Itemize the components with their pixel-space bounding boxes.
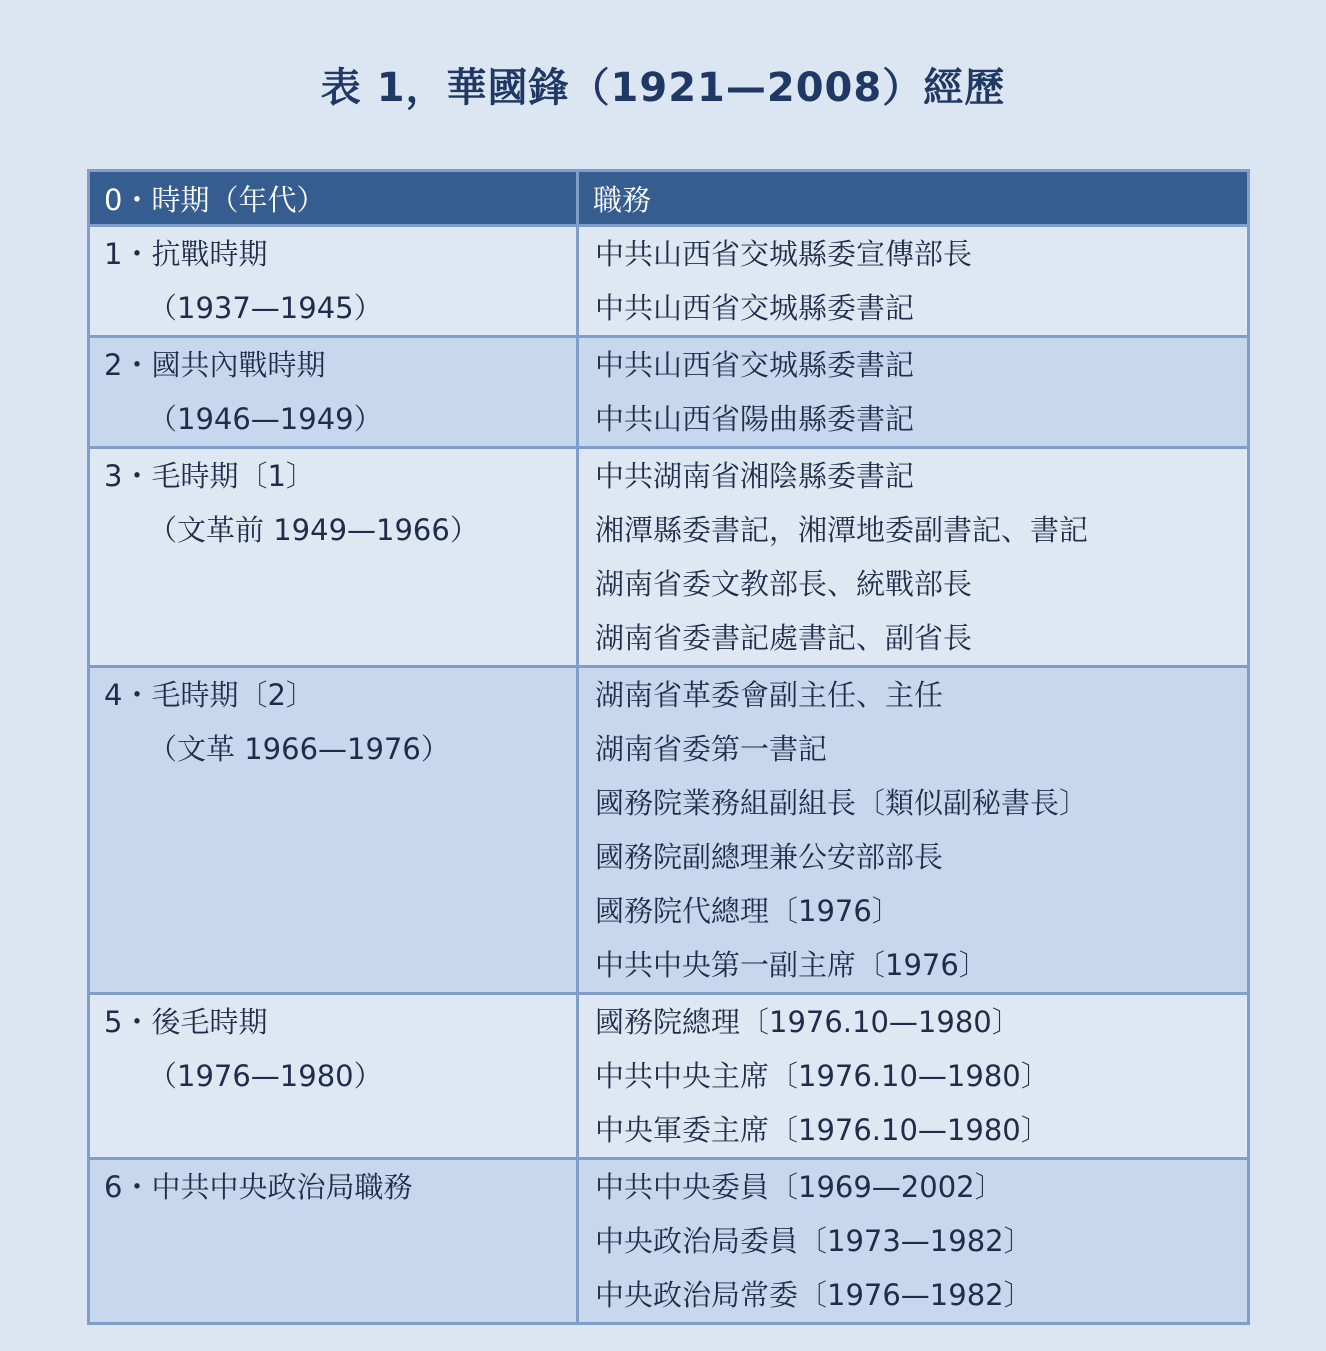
period-name: 6・中共中央政治局職務 xyxy=(104,1170,413,1204)
duty-item: 中共山西省交城縣委宣傳部長 xyxy=(595,237,973,271)
table-row xyxy=(89,1159,1249,1324)
period-years: （文革 1966—1976） xyxy=(148,732,450,766)
period-years: （文革前 1949—1966） xyxy=(148,513,479,547)
period-name: 3・毛時期〔1〕 xyxy=(104,459,315,493)
period-name: 1・抗戰時期 xyxy=(104,237,268,271)
period-years: （1976—1980） xyxy=(148,1059,383,1093)
duty-item: 中共山西省交城縣委書記 xyxy=(595,291,915,325)
period-name: 5・後毛時期 xyxy=(104,1005,268,1039)
period-cell xyxy=(89,337,578,448)
duty-item: 中共山西省交城縣委書記 xyxy=(595,348,915,382)
duty-item: 國務院總理〔1976.10—1980〕 xyxy=(595,1005,1021,1039)
table-row xyxy=(89,448,1249,667)
duty-item: 中共中央委員〔1969—2002〕 xyxy=(595,1170,1004,1204)
duty-item: 中央政治局委員〔1973—1982〕 xyxy=(595,1224,1033,1258)
duties-cell xyxy=(578,337,1249,448)
period-cell xyxy=(89,1159,578,1324)
period-name: 4・毛時期〔2〕 xyxy=(104,678,315,712)
duty-item: 國務院代總理〔1976〕 xyxy=(595,894,901,928)
duty-item: 中共中央第一副主席〔1976〕 xyxy=(595,948,988,982)
duty-item: 國務院副總理兼公安部部長 xyxy=(595,840,944,874)
duties-cell xyxy=(578,448,1249,667)
duties-cell xyxy=(578,226,1249,337)
duty-item: 湖南省委書記處書記、副省長 xyxy=(595,621,973,655)
header-duties: 職務 xyxy=(578,171,1249,226)
duty-item: 中共中央主席〔1976.10—1980〕 xyxy=(595,1059,1050,1093)
duty-item: 中共湖南省湘陰縣委書記 xyxy=(595,459,915,493)
period-name: 2・國共內戰時期 xyxy=(104,348,326,382)
duty-item: 湖南省委文教部長、統戰部長 xyxy=(595,567,973,601)
period-cell xyxy=(89,448,578,667)
duties-cell xyxy=(578,667,1249,994)
header-period: 0・時期（年代） xyxy=(89,171,578,226)
duty-item: 中央軍委主席〔1976.10—1980〕 xyxy=(595,1113,1050,1147)
table-row xyxy=(89,226,1249,337)
period-cell xyxy=(89,667,578,994)
duty-item: 湖南省革委會副主任、主任 xyxy=(595,678,944,712)
table-row xyxy=(89,667,1249,994)
table-row xyxy=(89,994,1249,1159)
duty-item: 湖南省委第一書記 xyxy=(595,732,828,766)
period-cell xyxy=(89,994,578,1159)
duties-cell xyxy=(578,1159,1249,1324)
duty-item: 湘潭縣委書記，湘潭地委副書記、書記 xyxy=(595,513,1089,547)
period-cell xyxy=(89,226,578,337)
duty-item: 中共山西省陽曲縣委書記 xyxy=(595,402,915,436)
duties-cell xyxy=(578,994,1249,1159)
period-years: （1937—1945） xyxy=(148,291,383,325)
duty-item: 中央政治局常委〔1976—1982〕 xyxy=(595,1278,1033,1312)
duty-item: 國務院業務組副組長〔類似副秘書長〕 xyxy=(595,786,1089,820)
table-row xyxy=(89,337,1249,448)
table-title: 表 1，華國鋒（1921—2008）經歷 xyxy=(320,65,1006,111)
period-years: （1946—1949） xyxy=(148,402,383,436)
career-table xyxy=(87,169,1250,1325)
table-header-row xyxy=(89,171,1249,226)
